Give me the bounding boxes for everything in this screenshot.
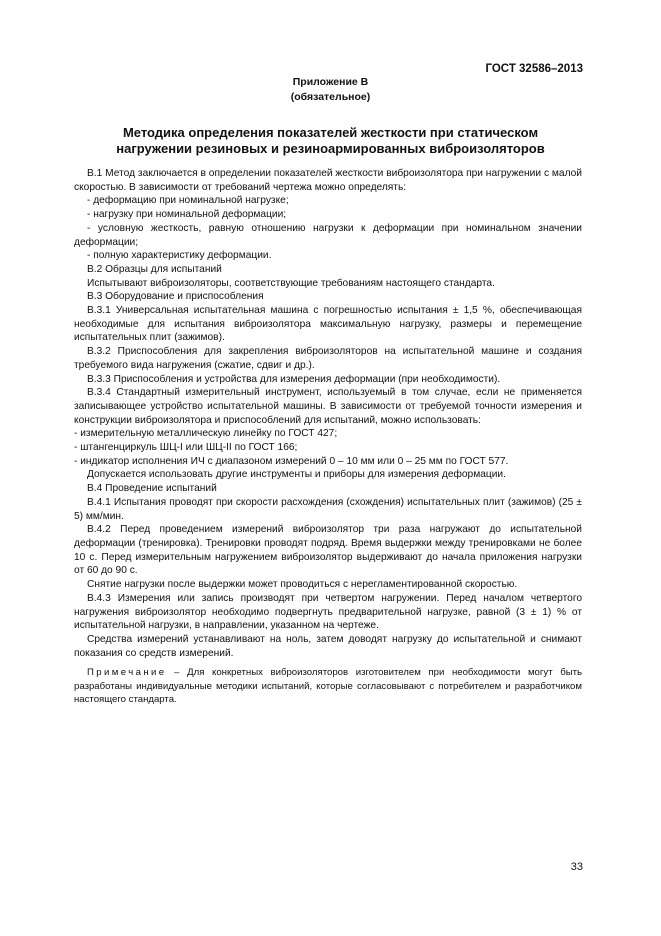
paragraph: В.4.2 Перед проведением измерений виброизолятор три раза нагружают до испытательной деформации (тренировка). Тренировки проводят подряд. Время выдержки между тренировками не более 10 с. Перед измерительным нагружением виброизолятор выдерживают до начала приложения нагрузки от 60 до 90 с. [74,524,582,577]
paragraph: В.3.1 Универсальная испытательная машина с погрешностью испытания ± 1,5 %, обеспечивающая необходимые для испытания виброизолятора максимальную нагрузку, размеры и перемещение испытательных плит (зажимов). [74,305,582,344]
paragraph: Допускается использовать другие инструменты и приборы для измерения деформации. [87,469,506,481]
list-item: - измерительную металлическую линейку по ГОСТ 427; [74,428,338,440]
section-title [90,125,571,157]
annex-heading [0,75,661,105]
section-title-line-1: Методика определения показателей жесткости при статическом [122,125,539,140]
section-heading: В.3 Оборудование и приспособления [87,291,264,303]
section-heading: В.2 Образцы для испытаний [87,263,222,275]
paragraph: В.3.3 Приспособления и устройства для измерения деформации (при необходимости). [87,373,501,385]
paragraph: В.4.1 Испытания проводят при скорости расхождения (схождения) испытательных плит (зажимов) (25 ± 5) мм/мин. [74,496,582,522]
document-body [74,167,582,707]
paragraph: В.3.4 Стандартный измерительный инструмент, используемый в том случае, если не применяется записывающее устройство испытательной машины. В зависимости от требуемой точности измерения и конструкции виброизолятора и приспособлений для испытаний, можно использовать: [74,387,582,426]
paragraph: В.4.3 Измерения или запись производят при четвертом нагружении. Перед началом четвертого нагружения виброизолятор необходимо подвергнуть предварительной нагрузке, равной (3 ± 1) % от испытательной нагрузки, в направлении, указанном на чертеже. [74,592,582,632]
paragraph: В.1 Метод заключается в определении показателей жесткости виброизолятора при нагружении с малой скоростью. В зависимости от требований чертежа можно определять: [74,168,582,193]
page-number: 33 [570,861,583,873]
list-item: - деформацию при номинальной нагрузке; [87,195,289,207]
paragraph: Снятие нагрузки после выдержки может проводиться с нерегламентированной скоростью. [87,579,518,591]
list-item: - условную жесткость, равную отношению нагрузки к деформации при номинальном значении деформации; [74,222,582,248]
annex-title: Приложение В [292,76,369,88]
paragraph: В.3.2 Приспособления для закрепления виброизоляторов на испытательной машине и создания требуемого вида нагружения (сжатие, сдвиг и др.). [74,346,582,371]
note-label: Примечание [87,667,167,679]
paragraph: Испытывают виброизоляторы, соответствующие требованиям настоящего стандарта. [87,277,495,289]
section-title-line-2: нагружении резиновых и резиноармированных виброизоляторов [116,141,545,156]
list-item: - индикатор исполнения ИЧ с диапазоном измерений 0 – 10 мм или 0 – 25 мм по ГОСТ 577. [74,455,509,467]
standard-number: ГОСТ 32586–2013 [485,63,583,75]
list-item: - нагрузку при номинальной деформации; [87,209,287,221]
note [74,666,582,707]
note-text: – Для конкретных виброизоляторов изготовителем при необходимости могут быть разработаны индивидуальные методики испытаний, которые согласовывают с потребителем и разработчиком настоящего стандарта. [74,667,582,706]
list-item: - полную характеристику деформации. [87,250,272,262]
list-item: - штангенциркуль ШЦ-I или ШЦ-II по ГОСТ 166; [74,442,298,454]
paragraph: Средства измерений устанавливают на ноль, затем доводят нагрузку до испытательной и снимают показания со средств измерений. [74,633,582,659]
annex-status: (обязательное) [290,91,371,103]
section-heading: В.4 Проведение испытаний [87,483,217,495]
